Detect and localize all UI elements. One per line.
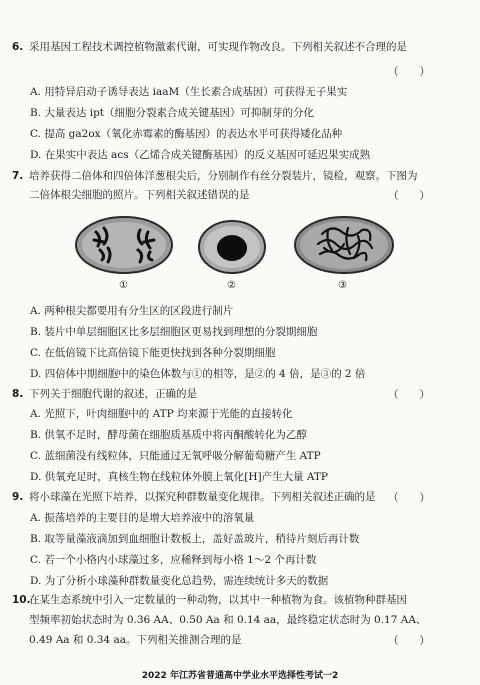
answer-bracket: （ ）	[388, 492, 430, 504]
figure-label-1: ①	[119, 280, 128, 291]
question-number: 6.	[12, 41, 24, 53]
question-6	[12, 40, 470, 55]
option-b: B. 大量表达 ipt（细胞分裂素合成关键基因）可抑制芽的分化	[30, 107, 315, 119]
option-c: C. 提高 ga2ox（氧化赤霉素的酶基因）的表达水平可获得矮化品种	[30, 128, 343, 140]
option-d: D. 供氧充足时，真核生物在线粒体外膜上氧化[H]产生大量 ATP	[30, 471, 328, 483]
question-stem-line-3: 0.49 Aa 和 0.34 aa。下列相关推测合理的是	[29, 634, 242, 646]
question-stem-line-2: 二倍体根尖细胞的照片。下列相关叙述错误的是	[29, 189, 250, 201]
cell-image-1	[74, 214, 174, 276]
option-c: C. 蓝细菌没有线粒体，只能通过无氧呼吸分解葡萄糖产生 ATP	[30, 450, 321, 462]
option-c: C. 在低倍镜下比高倍镜下能更快找到各种分裂期细胞	[30, 347, 276, 359]
answer-bracket: （ ）	[388, 66, 430, 78]
question-7	[12, 169, 470, 184]
option-a: A. 振荡培养的主要目的是增大培养液中的溶氧量	[30, 512, 255, 524]
page-footer: 2022 年江苏省普通高中学业水平选择性考试一2	[141, 671, 339, 681]
option-d: D. 四倍体中期细胞中的染色体数与①的相等，是②的 4 倍，是③的 2 倍	[30, 368, 366, 380]
option-a: A. 两种根尖都要用有分生区的区段进行制片	[30, 305, 234, 317]
question-10	[12, 593, 470, 608]
option-b: B. 装片中单层细胞区比多层细胞区更易找到理想的分裂期细胞	[30, 326, 318, 338]
option-d: D. 为了分析小球藻种群数量变化总趋势，需连续统计多天的数据	[30, 575, 329, 587]
answer-bracket: （ ）	[388, 389, 430, 401]
question-stem: 采用基因工程技术调控植物激素代谢，可实现作物改良。下列相关叙述不合理的是	[29, 41, 407, 53]
cell-image-2	[196, 218, 268, 276]
option-c: C. 若一个小格内小球藻过多，应稀释到每小格 1～2 个再计数	[30, 554, 317, 566]
option-b: B. 供氧不足时，酵母菌在细胞质基质中将丙酮酸转化为乙醇	[30, 429, 307, 441]
option-b: B. 取等量藻液滴加到血细胞计数板上，盖好盖玻片，稍待片刻后再计数	[30, 533, 360, 545]
cell-image-3	[292, 214, 396, 276]
question-number: 9.	[12, 491, 24, 503]
question-number: 7.	[12, 170, 24, 182]
question-number: 8.	[12, 388, 24, 400]
figure-label-3: ③	[338, 280, 347, 291]
question-stem-line-2: 型频率初始状态时为 0.36 AA、0.50 Aa 和 0.14 aa，最终稳定状态时为 0.17 AA、	[29, 614, 427, 626]
question-number: 10.	[12, 594, 31, 606]
question-stem: 下列关于细胞代谢的叙述，正确的是	[29, 388, 197, 400]
question-stem: 将小球藻在光照下培养，以探究种群数量变化规律。下列相关叙述正确的是	[29, 491, 376, 503]
question-stem-line-1: 培养获得二倍体和四倍体洋葱根尖后，分别制作有丝分裂装片，镜检，观察。下图为	[29, 170, 418, 182]
option-d: D. 在果实中表达 acs（乙烯合成关键酶基因）的反义基因可延迟果实成熟	[30, 149, 371, 161]
cell-figures	[74, 214, 404, 294]
option-a: A. 光照下，叶肉细胞中的 ATP 均来源于光能的直接转化	[30, 408, 293, 420]
figure-label-2: ②	[227, 280, 236, 291]
option-a: A. 用特异启动子诱导表达 iaaM（生长素合成基因）可获得无子果实	[30, 86, 348, 98]
question-stem-line-1: 在某生态系统中引入一定数量的一种动物，以其中一种植物为食。该植物种群基因	[29, 594, 407, 606]
answer-bracket: （ ）	[388, 635, 430, 647]
answer-bracket: （ ）	[388, 190, 430, 202]
